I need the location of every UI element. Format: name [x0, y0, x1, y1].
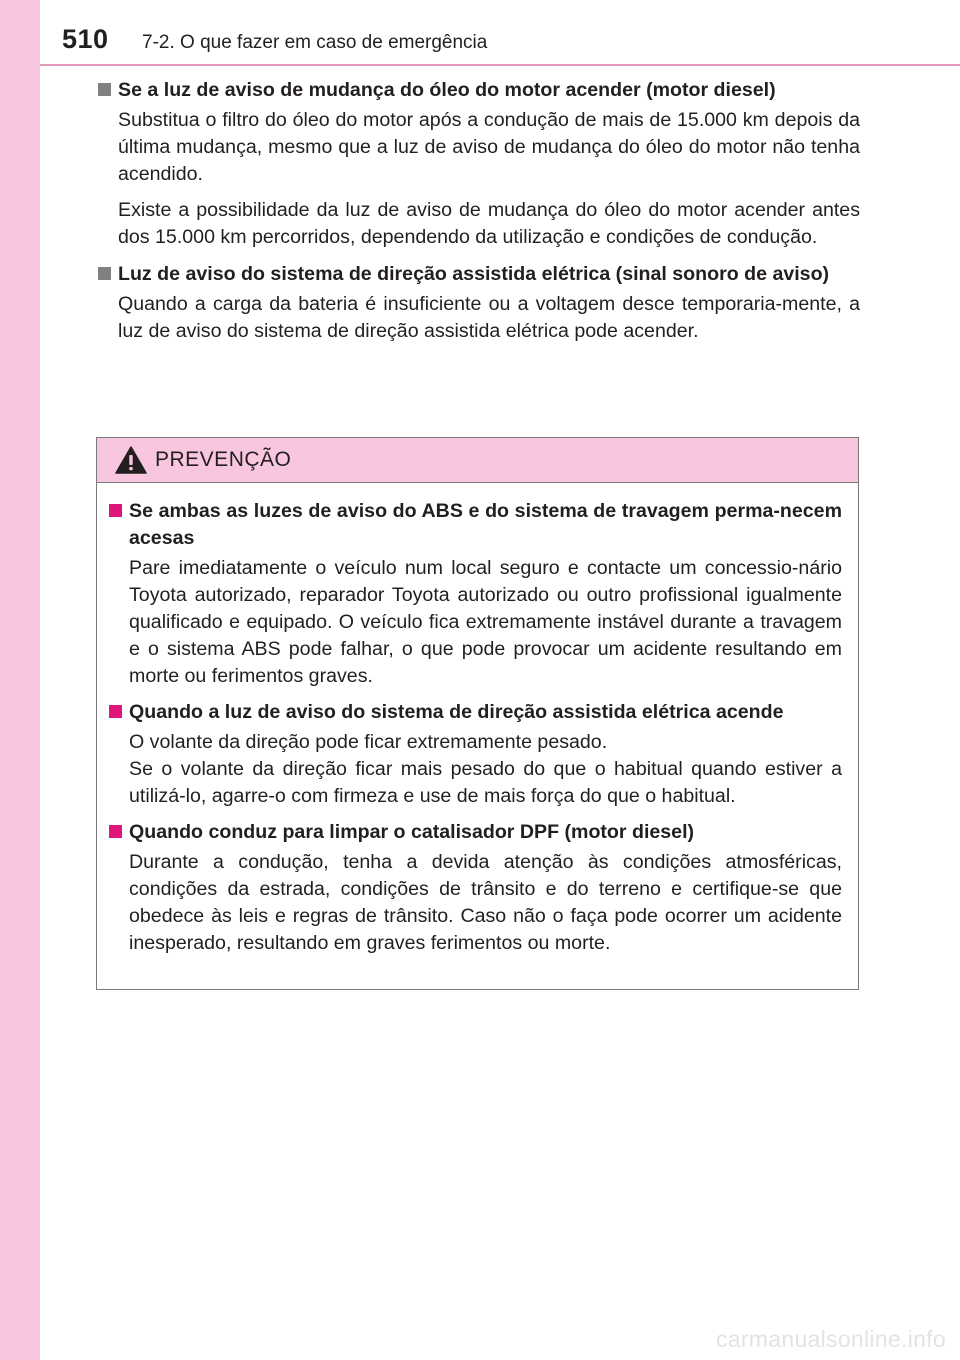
caution-item-heading: Se ambas as luzes de aviso do ABS e do sistema de travagem perma-necem acesas [109, 498, 842, 552]
caution-item-heading: Quando a luz de aviso do sistema de direção assistida elétrica acende [109, 699, 842, 726]
header-divider [40, 64, 960, 66]
caution-item-paragraph: Se o volante da direção ficar mais pesado do que o habitual quando estiver a utilizá-lo, agarre-o com firmeza e use de mais força do que o habitual. [129, 758, 842, 807]
section-paragraph: Substitua o filtro do óleo do motor após a condução de mais de 15.000 km depois da última mudança, mesmo que a luz de aviso de mudança do óleo do motor não tenha acendido. [118, 109, 860, 185]
section-heading: Se a luz de aviso de mudança do óleo do motor acender (motor diesel) [98, 77, 860, 104]
caution-body [97, 483, 858, 957]
section-paragraph: Existe a possibilidade da luz de aviso de mudança do óleo do motor acender antes dos 15.000 km percorridos, dependendo da utilização e condições de condução. [118, 199, 860, 248]
caution-item-paragraph: O volante da direção pode ficar extremamente pesado. [129, 731, 608, 753]
running-header: 7-2. O que fazer em caso de emergência [142, 32, 488, 53]
section-heading: Luz de aviso do sistema de direção assistida elétrica (sinal sonoro de aviso) [98, 261, 860, 288]
caution-item-heading: Quando conduz para limpar o catalisador DPF (motor diesel) [109, 819, 842, 846]
section-eps-warning [98, 261, 860, 345]
caution-item-paragraph: Pare imediatamente o veículo num local seguro e contacte um concessio-nário Toyota autorizado, reparador Toyota autorizado ou outro profissional igualmente qualificado e equipado. O veículo fica extremamente instável durante a travagem e o sistema ABS pode falhar, o que pode provocar um acidente resultando em morte ou ferimentos graves. [129, 557, 842, 687]
square-bullet-icon [109, 705, 122, 718]
section-oil-change-warning [98, 77, 860, 251]
watermark: carmanualsonline.info [715, 1326, 946, 1352]
warning-triangle-icon [115, 446, 147, 474]
square-bullet-icon [109, 825, 122, 838]
page-number: 510 [62, 24, 109, 54]
caution-item-dpf [109, 819, 842, 957]
caution-item-eps [109, 699, 842, 810]
square-bullet-icon [109, 504, 122, 517]
caution-item-paragraph: Durante a condução, tenha a devida atenção às condições atmosféricas, condições da estrada, condições de trânsito e do terreno e certifique-se que obedece às leis e regras de trânsito. Caso não o faça pode ocorrer um acidente inesperado, resultando em graves ferimentos ou morte. [129, 851, 842, 954]
caution-item-abs [109, 498, 842, 690]
caution-box [96, 437, 859, 990]
square-bullet-icon [98, 267, 111, 280]
side-color-band [0, 0, 40, 1360]
caution-header [97, 438, 858, 483]
square-bullet-icon [98, 83, 111, 96]
section-paragraph: Quando a carga da bateria é insuficiente ou a voltagem desce temporaria-mente, a luz de aviso do sistema de direção assistida elétrica pode acender. [118, 293, 860, 342]
main-content [98, 77, 860, 355]
caution-title: PREVENÇÃO [155, 448, 292, 471]
